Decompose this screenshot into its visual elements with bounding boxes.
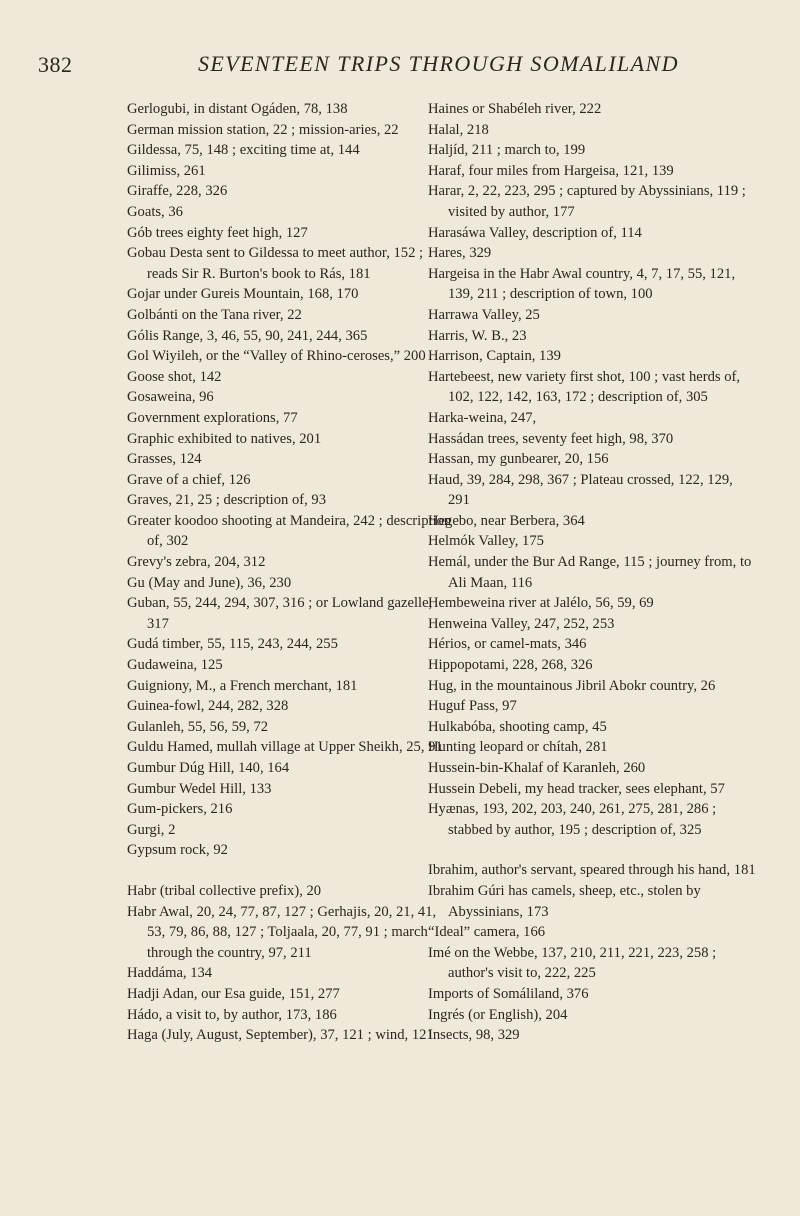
index-entry: Graphic exhibited to natives, 201	[127, 430, 322, 447]
index-entry: Insects, 98, 329	[428, 1027, 520, 1044]
index-entry: Huguf Pass, 97	[428, 698, 517, 715]
index-entry: Grevy's zebra, 204, 312	[127, 554, 266, 571]
section-gap	[428, 840, 758, 860]
index-entry: Gildessa, 75, 148 ; exciting time at, 144	[127, 142, 360, 159]
index-entry: Government explorations, 77	[127, 409, 298, 426]
index-entry: Hassan, my gunbearer, 20, 156	[428, 451, 609, 468]
index-entry: Gudaweina, 125	[127, 657, 223, 674]
index-entry: Haraf, four miles from Hargeisa, 121, 139	[428, 162, 674, 179]
index-entry: Hug, in the mountainous Jibril Abokr country, 26	[428, 677, 716, 694]
index-entry: Imports of Somáliland, 376	[428, 985, 589, 1002]
index-entry: Harris, W. B., 23	[428, 327, 527, 344]
index-entry: Golbánti on the Tana river, 22	[127, 306, 302, 323]
index-entry: Gol Wiyileh, or the “Valley of Rhino-ceroses,” 200	[127, 348, 426, 365]
index-entry: “Ideal” camera, 166	[428, 924, 546, 941]
index-entry: Hippopotami, 228, 268, 326	[428, 657, 593, 674]
index-entry: Goose shot, 142	[127, 368, 222, 385]
index-entry: Graves, 21, 25 ; description of, 93	[127, 492, 327, 509]
index-entry: Goats, 36	[127, 203, 183, 220]
index-entry: Hussein-bin-Khalaf of Karanleh, 260	[428, 760, 646, 776]
index-entry: Harrawa Valley, 25	[428, 306, 540, 323]
index-entry: Hembeweina river at Jalélo, 56, 59, 69	[428, 595, 654, 612]
index-entry: Gum-pickers, 216	[127, 801, 233, 818]
index-entry: Harka-weina, 247,	[428, 409, 537, 426]
index-entry: Hargeisa in the Habr Awal country, 4, 7, 17, 55, 121, 139, 211 ; description of town, 100	[428, 265, 736, 303]
index-entry: Hérios, or camel-mats, 346	[428, 636, 587, 653]
index-entry: Gosaweina, 96	[127, 389, 214, 406]
index-entry: Gumbur Wedel Hill, 133	[127, 780, 272, 797]
index-entry: Ibrahim Gúri has camels, sheep, etc., stolen by Abyssinians, 173	[428, 882, 701, 920]
index-entry: Haud, 39, 284, 298, 367 ; Plateau crossed, 122, 129, 291	[428, 471, 733, 509]
index-entry: Gypsum rock, 92	[127, 842, 228, 859]
index-entry: Gobau Desta sent to Gildessa to meet author, 152 ; reads Sir R. Burton's book to Rás, 181	[127, 245, 424, 282]
index-entry: Hunting leopard or chítah, 281	[428, 739, 608, 756]
index-entry: Hegebo, near Berbera, 364	[428, 512, 585, 529]
index-entry: Harasáwa Valley, description of, 114	[428, 224, 642, 241]
index-entry: Helmók Valley, 175	[428, 533, 544, 550]
index-entry: Gurgi, 2	[127, 821, 176, 838]
index-entry: Giraffe, 228, 326	[127, 183, 228, 200]
index-entry: Hemál, under the Bur Ad Range, 115 ; journey from, to Ali Maan, 116	[428, 554, 752, 591]
index-entry: Guldu Hamed, mullah village at Upper Sheikh, 25, 91	[127, 739, 443, 756]
index-entry: Hádo, a visit to, by author, 173, 186	[127, 1006, 337, 1023]
index-entry: Harar, 2, 22, 223, 295 ; captured by Abyssinians, 119 ; visited by author, 177	[428, 183, 746, 220]
page-number: 382	[38, 52, 73, 77]
index-entry: Gulanleh, 55, 56, 59, 72	[127, 718, 269, 735]
index-entry: Gób trees eighty feet high, 127	[127, 224, 308, 241]
index-entry: Gojar under Gureis Mountain, 168, 170	[127, 286, 359, 303]
index-entry: Haines or Shabéleh river, 222	[428, 101, 602, 117]
index-entry: Ingrés (or English), 204	[428, 1006, 568, 1023]
index-column-right	[428, 99, 758, 1046]
index-entry: Haljíd, 211 ; march to, 199	[428, 142, 586, 159]
index-entry: Haga (July, August, September), 37, 121 ; wind, 121	[127, 1027, 434, 1044]
index-entry: Ibrahim, author's servant, speared through his hand, 181	[428, 862, 756, 879]
index-entry: Greater koodoo shooting at Mandeira, 242 ; description of, 302	[127, 512, 452, 550]
index-entry: Habr (tribal collective prefix), 20	[127, 882, 322, 899]
index-entry: Hussein Debeli, my head tracker, sees elephant, 57	[428, 780, 725, 797]
section-gap	[127, 861, 455, 881]
index-entry: Guinea-fowl, 244, 282, 328	[127, 698, 289, 715]
index-entry: Habr Awal, 20, 24, 77, 87, 127 ; Gerhajis, 20, 21, 41, 53, 79, 86, 88, 127 ; Toljaala, 20, 77, 91 ; march through the country, 97, 211	[127, 903, 437, 961]
running-head: SEVENTEEN TRIPS THROUGH SOMALILAND	[198, 51, 679, 76]
index-entry: Imé on the Webbe, 137, 210, 211, 221, 223, 258 ; author's visit to, 222, 225	[428, 944, 717, 982]
index-entry: Gudá timber, 55, 115, 243, 244, 255	[127, 636, 338, 653]
index-entry: Harrison, Captain, 139	[428, 348, 561, 365]
index-entry: Grasses, 124	[127, 451, 202, 468]
index-entry: Guigniony, M., a French merchant, 181	[127, 677, 358, 694]
index-entry: Henweina Valley, 247, 252, 253	[428, 615, 615, 632]
index-entry: Gerlogubi, in distant Ogáden, 78, 138	[127, 101, 348, 117]
index-column-left	[127, 99, 455, 1046]
index-entry: Hyænas, 193, 202, 203, 240, 261, 275, 281, 286 ; stabbed by author, 195 ; description of, 325	[428, 801, 717, 838]
index-entry: Hulkabóba, shooting camp, 45	[428, 718, 607, 735]
index-entry: German mission station, 22 ; mission-aries, 22	[127, 121, 399, 138]
index-entry: Hassádan trees, seventy feet high, 98, 370	[428, 430, 674, 447]
index-entry: Hadji Adan, our Esa guide, 151, 277	[127, 985, 340, 1002]
index-entry: Guban, 55, 244, 294, 307, 316 ; or Lowland gazelle, 317	[127, 595, 433, 632]
index-entry: Gumbur Dúg Hill, 140, 164	[127, 760, 290, 776]
index-entry: Gilimiss, 261	[127, 162, 206, 179]
index-entry: Halal, 218	[428, 121, 489, 138]
index-entry: Haddáma, 134	[127, 965, 213, 982]
index-entry: Hartebeest, new variety first shot, 100 ; vast herds of, 102, 122, 142, 163, 172 ; description of, 305	[428, 368, 741, 406]
index-entry: Hares, 329	[428, 245, 492, 262]
index-entry: Grave of a chief, 126	[127, 471, 251, 488]
index-entry: Gu (May and June), 36, 230	[127, 574, 292, 591]
index-entry: Gólis Range, 3, 46, 55, 90, 241, 244, 365	[127, 327, 368, 344]
